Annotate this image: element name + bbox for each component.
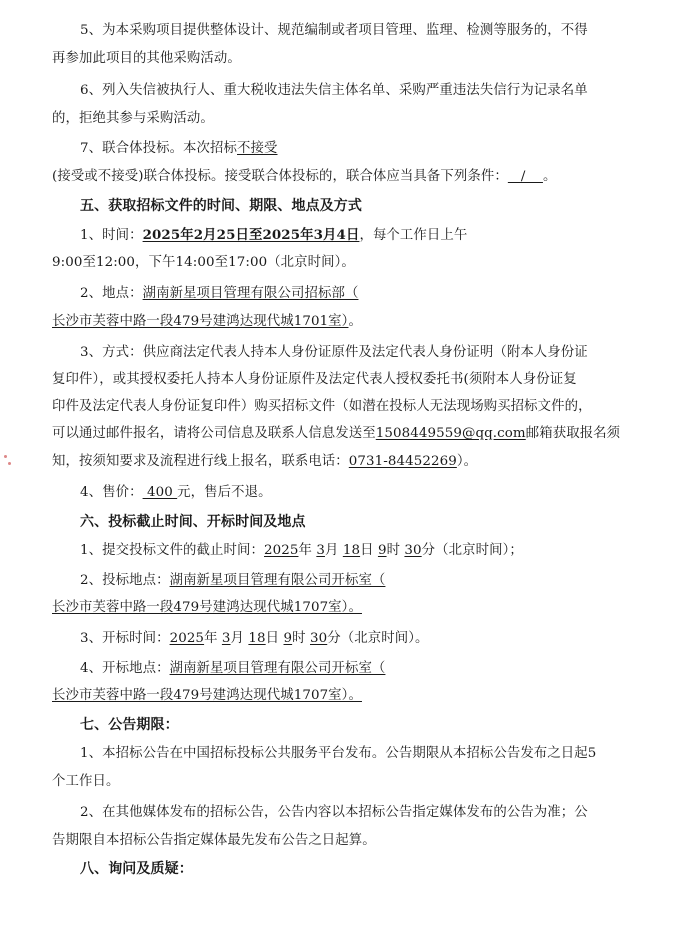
unit-month: 月: [324, 543, 339, 558]
s6-deadline-year: 2025: [264, 543, 299, 558]
s6-loc-value-1: 湖南新星项目管理有限公司开标室（: [169, 573, 386, 588]
s6-deadline-label: 1、提交投标文件的截止时间：: [80, 543, 264, 558]
s5-time-value: 2025年2月25日至2025年3月4日: [142, 227, 360, 243]
s6-open-line: [80, 630, 428, 648]
unit-hour: 时: [386, 543, 401, 558]
s6-oloc-line-2: [52, 687, 362, 705]
consortium-value: 不接受: [237, 141, 278, 156]
s5-method-line-5: [52, 453, 477, 471]
margin-speck: [8, 462, 11, 465]
s6-deadline-month: 3: [316, 543, 325, 558]
s5-price-post: 元，售后不退。: [177, 485, 272, 500]
section-7-title: 七、公告期限：: [80, 717, 179, 733]
unit-day: 日: [265, 631, 280, 646]
s6-deadline-post: 分（北京时间）；: [421, 543, 523, 558]
s6-open-label: 3、开标时间：: [80, 631, 170, 646]
section-5-title: 五、获取招标文件的时间、期限、地点及方式: [80, 198, 362, 214]
para-6-line-1: 6、列入失信被执行人、重大税收违法失信主体名单、采购严重违法失信行为记录名单: [80, 83, 588, 98]
s5-price-label: 4、售价：: [80, 485, 143, 500]
s6-deadline-hour: 9: [377, 543, 387, 558]
s5-time-line-2: 9:00至12:00，下午14:00至17:00（北京时间）。: [52, 255, 355, 270]
s5-place-post: 。: [348, 314, 362, 329]
s7-1-line-1: 1、本招标公告在中国招标投标公共服务平台发布。公告期限从本招标公告发布之日起5: [80, 746, 597, 761]
consortium-conditions-value: /: [507, 169, 543, 184]
section-6-title: 六、投标截止时间、开标时间及地点: [80, 514, 306, 530]
s6-deadline-day: 18: [342, 543, 361, 558]
s5-method-line-3: 印件及法定代表人身份证复印件）购买招标文件（如潜在投标人无法现场购买招标文件的，: [52, 399, 592, 414]
contact-email: 1508449559@qq.com: [375, 426, 526, 441]
unit-year: 年: [298, 543, 312, 558]
section-8-title: 八、询问及质疑：: [80, 861, 193, 877]
s5-time-post: ，每个工作日上午: [359, 228, 468, 243]
para-5-line-2: 再参加此项目的其他采购活动。: [52, 51, 241, 66]
s5-method-l4-text: 可以通过邮件报名，请将公司信息及联系人信息发送至: [52, 426, 376, 441]
s6-oloc-line-1: [80, 660, 385, 678]
s5-method-l4-post: 邮箱获取报名须: [525, 426, 621, 441]
s5-time-label: 1、时间：: [80, 228, 143, 243]
s5-time-line-1: [80, 226, 467, 245]
s5-place-line-1: [80, 285, 358, 303]
s6-oloc-value-1: 湖南新星项目管理有限公司开标室（: [169, 661, 386, 676]
para-6-line-2: 的，拒绝其参与采购活动。: [52, 111, 214, 126]
s7-2-line-2: 告期限自本招标公告指定媒体最先发布公告之日起算。: [52, 833, 376, 848]
s6-open-minute: 30: [310, 631, 328, 646]
s6-deadline-line: [80, 542, 523, 560]
s5-method-line-1: 3、方式：供应商法定代表人持本人身份证原件及法定代表人身份证明（附本人身份证: [80, 345, 588, 360]
contact-phone: 0731-84452269: [348, 454, 457, 469]
margin-speck: [4, 455, 7, 458]
para-7-text: 7、联合体投标。本次招标: [80, 141, 238, 156]
para-7b-end: 。: [542, 169, 557, 184]
unit-hour: 时: [292, 631, 306, 646]
s6-open-post: 分（北京时间）。: [327, 631, 429, 646]
s6-open-month: 3: [221, 631, 231, 646]
s5-place-value-2: 长沙市芙蓉中路一段479号建鸿达现代城1701室）: [52, 314, 349, 329]
s7-1-line-2: 个工作日。: [52, 774, 120, 789]
s5-price-value: 400: [142, 485, 178, 500]
s6-deadline-minute: 30: [404, 543, 422, 558]
unit-day: 日: [360, 543, 374, 558]
s6-loc-value-2: 长沙市芙蓉中路一段479号建鸿达现代城1707室）。: [52, 600, 362, 615]
para-7-line-1: [80, 140, 278, 158]
unit-year: 年: [204, 631, 218, 646]
s5-place-label: 2、地点：: [80, 286, 143, 301]
s5-method-l5-text: 知，按须知要求及流程进行线上报名，联系电话：: [52, 454, 349, 469]
s5-place-value-1: 湖南新星项目管理有限公司招标部（: [142, 286, 359, 301]
s6-loc-line-1: [80, 572, 385, 590]
s6-loc-line-2: [52, 599, 362, 617]
para-7-line-2: [52, 168, 556, 186]
s6-open-year: 2025: [169, 631, 205, 646]
s6-oloc-label: 4、开标地点：: [80, 661, 170, 676]
s5-method-line-2: 复印件），或其授权委托人持本人身份证原件及法定代表人授权委托书(须附本人身份证复: [52, 372, 577, 387]
s5-method-line-4: [52, 425, 620, 443]
s5-price-line: [80, 484, 272, 502]
s5-place-line-2: [52, 313, 362, 331]
s6-oloc-value-2: 长沙市芙蓉中路一段479号建鸿达现代城1707室）。: [52, 688, 362, 703]
unit-month: 月: [230, 631, 245, 646]
para-7b-text: (接受或不接受)联合体投标。接受联合体投标的，联合体应当具备下列条件：: [52, 169, 508, 184]
s6-loc-label: 2、投标地点：: [80, 573, 170, 588]
s7-2-line-1: 2、在其他媒体发布的招标公告，公告内容以本招标公告指定媒体发布的公告为准；公: [80, 805, 588, 820]
s6-open-hour: 9: [283, 631, 293, 646]
para-5-line-1: 5、为本采购项目提供整体设计、规范编制或者项目管理、监理、检测等服务的，不得: [80, 23, 588, 38]
s6-open-day: 18: [248, 631, 266, 646]
s5-method-l5-post: ）。: [456, 454, 478, 469]
